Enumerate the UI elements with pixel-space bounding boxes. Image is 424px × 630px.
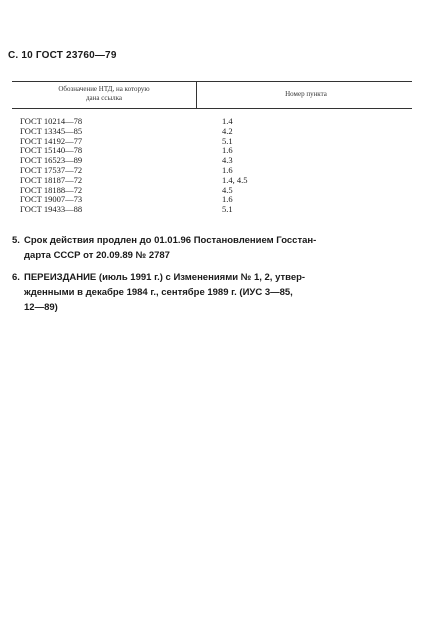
ntd-column (20, 117, 82, 215)
table-row-ntd: ГОСТ 14192—77 (20, 135, 83, 146)
table-top-rule (12, 81, 412, 82)
table-row-ntd: ГОСТ 19433—88 (20, 204, 83, 215)
table-row-ntd: ГОСТ 18187—72 (20, 174, 83, 185)
table-row-ntd: ГОСТ 15140—78 (20, 145, 83, 156)
table-row-ntd: ГОСТ 10214—78 (20, 116, 83, 126)
table-row-item: 4.5 (222, 184, 233, 195)
note-5: 5. Срок действия продлен до 01.01.96 Постановлением Госстан- дарта СССР от 20.09.89 № 2787 (12, 235, 317, 261)
column-header-item: Номер пункта (285, 90, 327, 98)
table-header-rule (12, 108, 412, 109)
table-row-item: 4.2 (222, 125, 233, 136)
table-row-ntd: ГОСТ 16523—89 (20, 155, 83, 166)
table-row-item: 1.4 (222, 116, 233, 126)
table-row-item: 5.1 (222, 135, 233, 146)
note-6: 6. ПЕРЕИЗДАНИЕ (июль 1991 г.) с Изменениями № 1, 2, утвер- жденными в декабре 1984 г., сентябре 1989 г. (ИУС 3—85, 12—89) (12, 272, 306, 313)
table-row-ntd: ГОСТ 19007—73 (20, 194, 83, 205)
table-row-item: 1.6 (222, 145, 233, 156)
table-row-item: 1.4, 4.5 (222, 174, 248, 185)
table-row-item: 5.1 (222, 204, 233, 215)
table-row-item: 4.3 (222, 155, 233, 166)
item-column (222, 117, 248, 215)
page-header: С. 10 ГОСТ 23760—79 (8, 50, 117, 61)
table-row-ntd: ГОСТ 13345—85 (20, 125, 83, 136)
note-number: 6. (12, 272, 20, 283)
note-number: 5. (12, 235, 20, 246)
table-row-item: 1.6 (222, 194, 233, 205)
table-row-item: 1.6 (222, 164, 233, 175)
table-row-ntd: ГОСТ 17537—72 (20, 164, 83, 175)
column-header-ntd: Обозначение НТД, на которую дана ссылка (58, 85, 150, 102)
table-column-divider (196, 81, 197, 109)
table-row-ntd: ГОСТ 18188—72 (20, 184, 83, 195)
